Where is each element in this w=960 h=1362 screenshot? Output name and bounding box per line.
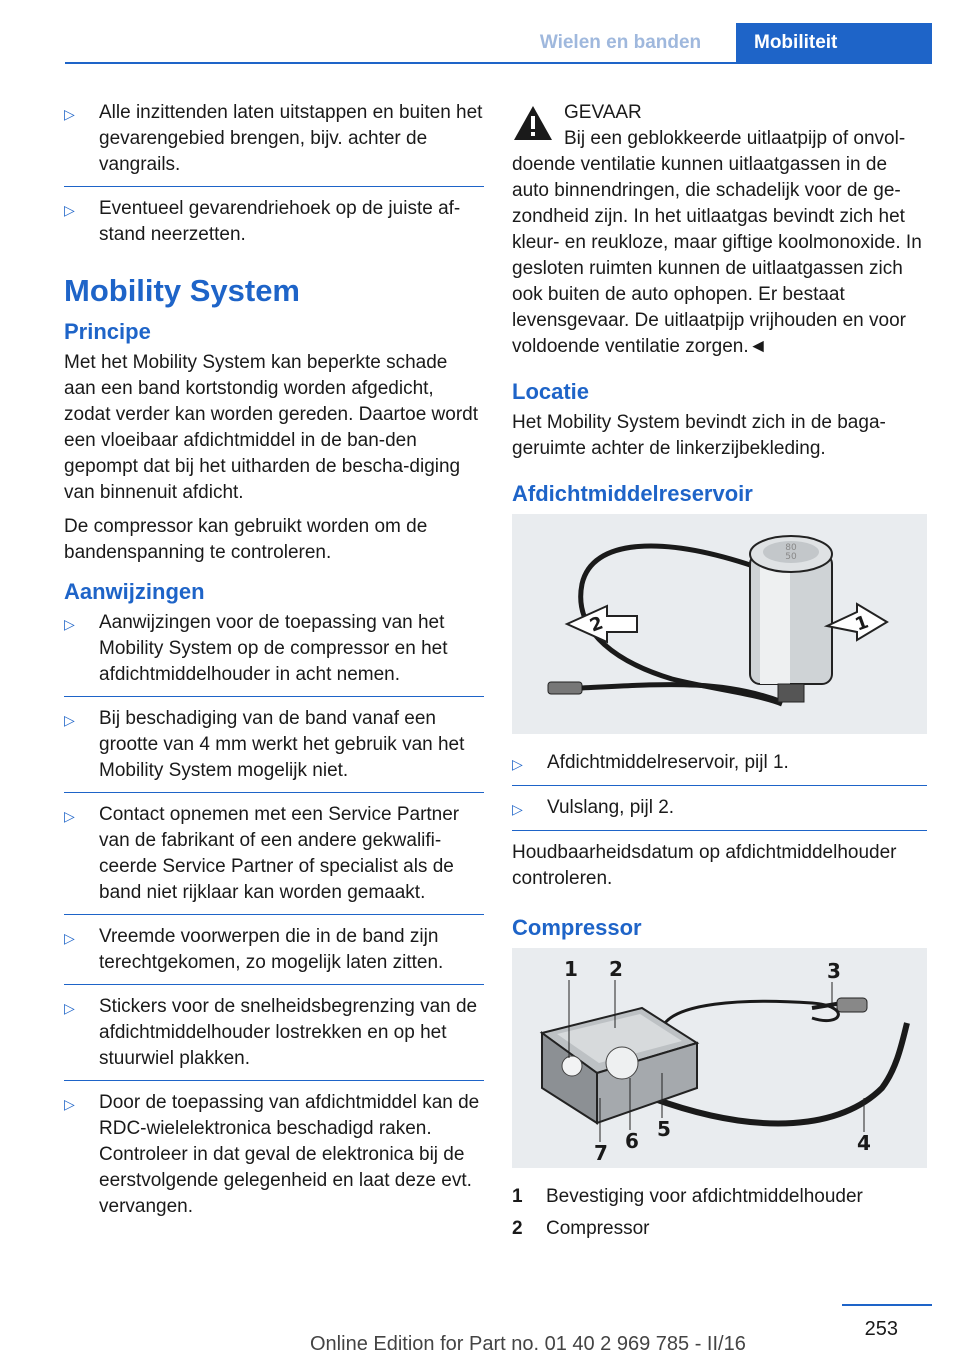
warning-block bbox=[512, 100, 927, 360]
callout-3: 3 bbox=[827, 959, 841, 983]
triangle-bullet-icon: ▷ bbox=[64, 808, 75, 824]
list-item: ▷ Vulslang, pijl 2. bbox=[512, 795, 927, 822]
warning-first-line: Bij een geblokkeerde uitlaatpijp of onvol‐ bbox=[564, 128, 906, 149]
tab-mobiliteit[interactable]: Mobiliteit bbox=[736, 23, 932, 62]
reservoir-drawing bbox=[512, 514, 927, 734]
bullet-divider bbox=[512, 830, 927, 831]
footer-rule bbox=[842, 1304, 932, 1306]
list-item: ▷ Door de toepassing van afdichtmiddel kan de RDC-wielelektronica beschadigd raken. Controleer in dat geval de elektronica bij de eerstvolgende gelegenheid en laat deze evt. vervangen. bbox=[64, 1090, 484, 1220]
callout-1: 1 bbox=[564, 957, 578, 981]
callout-5: 5 bbox=[657, 1117, 671, 1141]
bullet-divider bbox=[64, 914, 484, 915]
section-title: Mobility System bbox=[64, 273, 300, 308]
callout-6: 6 bbox=[625, 1129, 639, 1153]
triangle-bullet-icon: ▷ bbox=[64, 202, 75, 218]
locatie-heading: Locatie bbox=[512, 379, 590, 404]
list-item: ▷ Vreemde voorwerpen die in de band zijn terechtgekomen, zo mogelijk laten zitten. bbox=[64, 924, 484, 976]
list-item: ▷ Afdichtmiddelreservoir, pijl 1. bbox=[512, 750, 927, 777]
list-item: ▷ Aanwijzingen voor de toepassing van het Mobility System op de compressor en het afdichtmiddelhouder in acht nemen. bbox=[64, 610, 484, 688]
edition-text: Online Edition for Part no. 01 40 2 969 785 - II/16 bbox=[310, 1333, 746, 1355]
arrow-2-label: 2 bbox=[587, 612, 606, 637]
list-item: ▷ Eventueel gevarendriehoek op de juiste af‐stand neerzetten. bbox=[64, 196, 484, 248]
aanwijzingen-heading: Aanwijzingen bbox=[64, 579, 205, 604]
warning-text: doende ventilatie kunnen uitlaatgassen in de auto binnendringen, die schadelijk voor de ge‐zondheid zijn. In het uitlaatgas bevindt zich het kleur- en reukloze, maar giftige koolmonoxide. In gesloten ruimten kunnen de uitlaatgassen zich ook buiten de auto ophopen. Er bestaat levensgevaar. De uitlaatpijp vrijhouden en voor voldoende ventilatie zorgen.◄ bbox=[512, 154, 922, 357]
warning-title: GEVAAR bbox=[564, 102, 642, 123]
callout-7: 7 bbox=[594, 1141, 608, 1165]
compressor-heading: Compressor bbox=[512, 915, 642, 940]
bullet-divider bbox=[64, 696, 484, 697]
list-item: ▷ Bij beschadiging van de band vanaf een grootte van 4 mm werkt het gebruik van het Mobility System mogelijk niet. bbox=[64, 706, 484, 784]
can-label-80: 80 bbox=[785, 543, 797, 553]
warning-icon bbox=[512, 104, 554, 142]
triangle-bullet-icon: ▷ bbox=[64, 1000, 75, 1016]
left-column bbox=[64, 100, 484, 1228]
triangle-bullet-icon: ▷ bbox=[64, 930, 75, 946]
triangle-bullet-icon: ▷ bbox=[64, 106, 75, 122]
triangle-bullet-icon: ▷ bbox=[512, 756, 523, 772]
triangle-bullet-icon: ▷ bbox=[64, 1096, 75, 1112]
compressor-drawing bbox=[512, 948, 927, 1168]
principe-heading: Principe bbox=[64, 319, 151, 344]
list-item: ▷ Contact opnemen met een Service Partner van de fabrikant of een andere gekwalifi‐ceerde Service Partner of specialist als de band niet rijklaar kan worden gemaakt. bbox=[64, 802, 484, 906]
principe-paragraph-2: De compressor kan gebruikt worden om de bandenspanning te controleren. bbox=[64, 516, 428, 563]
tab-wielen-en-banden[interactable]: Wielen en banden bbox=[539, 32, 702, 53]
header-rule bbox=[65, 62, 932, 64]
page-number: 253 bbox=[864, 1318, 898, 1340]
reservoir-text: Houdbaarheidsdatum op afdichtmiddelhouder controleren. bbox=[512, 842, 897, 889]
right-column bbox=[512, 100, 927, 1248]
bullet-divider bbox=[64, 186, 484, 187]
locatie-text: Het Mobility System bevindt zich in de baga‐geruimte achter de linkerzijbekleding. bbox=[512, 412, 886, 459]
callout-2: 2 bbox=[609, 957, 623, 981]
triangle-bullet-icon: ▷ bbox=[64, 616, 75, 632]
list-item: ▷ Alle inzittenden laten uitstappen en buiten het gevarengebied brengen, bijv. achter de vangrails. bbox=[64, 100, 484, 178]
bullet-divider bbox=[64, 792, 484, 793]
reservoir-illustration bbox=[512, 514, 927, 734]
bullet-divider bbox=[64, 984, 484, 985]
callout-4: 4 bbox=[857, 1131, 871, 1155]
bullet-divider bbox=[64, 1080, 484, 1081]
can-label-50: 50 bbox=[785, 552, 797, 562]
list-item: ▷ Stickers voor de snelheidsbegrenzing van de afdichtmiddelhouder lostrekken en op het stuurwiel plakken. bbox=[64, 994, 484, 1072]
triangle-bullet-icon: ▷ bbox=[64, 712, 75, 728]
list-item: 1 Bevestiging voor afdichtmiddelhouder bbox=[512, 1186, 863, 1207]
principe-paragraph: Met het Mobility System kan beperkte schade aan een band kortstondig worden afgedicht, zodat verder kan worden gereden. Daartoe wordt een vloeibaar afdichtmiddel in de ban‐den gepompt dat bij het uitharden de bescha‐diging van binnenuit afdicht. bbox=[64, 352, 479, 503]
list-item: 2 Compressor bbox=[512, 1218, 650, 1239]
triangle-bullet-icon: ▷ bbox=[512, 801, 523, 817]
bullet-divider bbox=[512, 785, 927, 786]
reservoir-heading: Afdichtmiddelreservoir bbox=[512, 481, 753, 506]
compressor-illustration bbox=[512, 948, 927, 1168]
arrow-1-label: 1 bbox=[852, 611, 872, 636]
